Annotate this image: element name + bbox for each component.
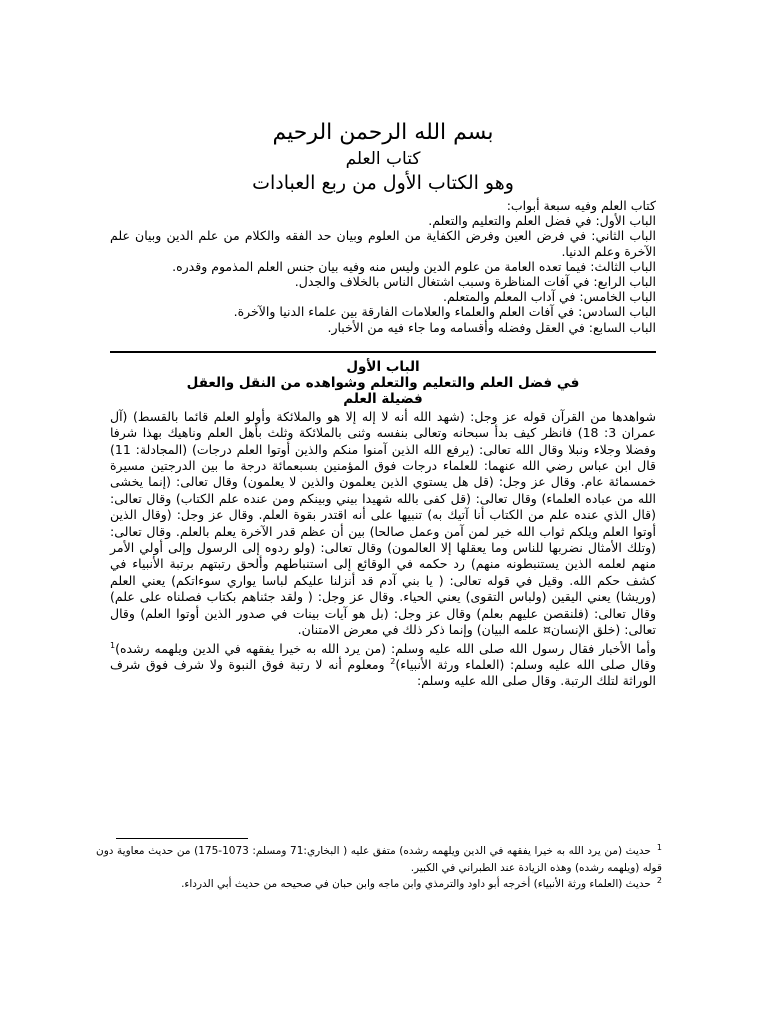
toc-item-chapter-4: الباب الرابع: في آفات المناظرة وسبب اشتغال الناس بالخلاف والجدل.	[294, 274, 656, 290]
footnote-separator	[116, 838, 248, 839]
toc-item-chapter-2: الباب الثاني: في فرض العين وفرض الكفاية من العلوم وبيان حد الفقه والكلام من علم الدين وبيان علم الآخرة وعلم الدنيا.	[110, 228, 656, 259]
section-divider	[110, 351, 656, 353]
chapter-title: الباب الأول	[346, 358, 420, 375]
toc-item-chapter-3: الباب الثالث: فيما تعده العامة من علوم الدين وليس منه وفيه بيان جنس العلم المذموم وقدره.	[172, 258, 656, 274]
body-text-segment: فانظر كيف بدأ سبحانه وتعالى بنفسه وثنى بالملائكة وثلث بأهل العلم وناهيك بهذا شرفا وفضلا وجلاء ونبلا وقال الله تعالى: (يرفع الله الذين آمنوا منكم والذين أوتوا العلم درجات)	[110, 425, 656, 457]
body-paragraph-hadith	[110, 641, 656, 690]
footnote-text: حديث (العلماء ورثة الأنبياء) أخرجه أبو داود والترمذي وابن ماجه وابن حبان في صحيحه من حديث أبي الدرداء.	[181, 878, 651, 890]
footnotes	[96, 843, 662, 893]
toc-intro: كتاب العلم وفيه سبعة أبواب:	[506, 198, 656, 213]
book-subtitle: وهو الكتاب الأول من ربع العبادات	[252, 172, 514, 194]
toc-item-chapter-7: الباب السابع: في العقل وفضله وأقسامه وما جاء فيه من الأخبار.	[327, 319, 656, 335]
body-paragraph-quran	[110, 409, 656, 639]
verse-reference: (المجادلة: 11)	[110, 441, 188, 457]
book-title: كتاب العلم	[345, 149, 421, 169]
footnote-number: 2	[656, 875, 662, 885]
body-text-segment: وأما الأخبار فقال رسول الله صلى الله عليه وسلم: (من يرد الله به خيرا يفقهه في الدين ويلهمه رشده)	[115, 640, 656, 656]
chapter-subtitle: في فضل العلم والتعليم والتعلم وشواهده من النقل والعقل	[186, 374, 580, 391]
document-page	[110, 118, 656, 690]
footnote-number: 1	[656, 842, 662, 852]
footnote-text: حديث (من يرد الله به خيرا يفقهه في الدين ويلهمه رشده) متفق عليه ( البخاري:71 ومسلم: 1073-175) من حديث معاوية دون قوله (ويلهمه رشده) وهذه الزيادة عند الطبراني في الكبير.	[96, 845, 662, 874]
toc-item-chapter-1: الباب الأول: في فضل العلم والتعليم والتعلم.	[428, 213, 656, 229]
body-text-segment: شواهدها من القرآن قوله عز وجل: (شهد الله أنه لا إله إلا هو والملائكة وأولو العلم قائما بالقسط)	[133, 408, 656, 424]
toc-item-chapter-6: الباب السادس: في آفات العلم والعلماء والعلامات الفارقة بين علماء الدنيا والآخرة.	[233, 304, 656, 320]
toc-item-chapter-5: الباب الخامس: في آداب المعلم والمتعلم.	[443, 289, 656, 305]
body-text-segment: ومعلوم أنه لا رتبة فوق النبوة ولا شرف فوق شرف الوراثة لتلك الرتبة. وقال صلى الله عليه وسلم:	[110, 656, 656, 689]
footnote-item	[96, 843, 662, 876]
table-of-contents	[110, 198, 656, 335]
footnote-marker[interactable]: 1	[110, 640, 116, 650]
footnote-item	[96, 876, 662, 893]
basmala-heading: بسم الله الرحمن الرحيم	[272, 120, 494, 145]
verse-reference: (آل عمران 3: 18)	[110, 408, 656, 441]
section-heading: فضيلة العلم	[343, 390, 423, 407]
body-text-segment: وقال صلى الله عليه وسلم: (العلماء ورثة الأنبياء)	[395, 656, 656, 672]
footnote-marker[interactable]: 2	[390, 656, 396, 666]
body-text-segment: قال ابن عباس رضي الله عنهما: للعلماء درجات فوق المؤمنين بسبعمائة درجة ما بين الدرجتين مسيرة خمسمائة عام. وقال عز وجل: (قل هل يستوي الذين يعلمون والذين لا يعلمون) وقال تعالى: (إنما يخشى الله من عباده العلماء) وقال تعالى: (قل كفى بالله شهيدا بيني وبينكم ومن عنده علم الكتاب) وقال تعالى: (قال الذي عنده علم من الكتاب أنا آتيك به) تنبيها على أنه اقتدر بقوة العلم. وقال عز وجل: (وقال الذين أوتوا العلم ويلكم ثواب الله خير لمن آمن وعمل صالحا) بين أن عظم قدر الآخرة يعلم بالعلم. وقال تعالى: (وتلك الأمثال نضربها للناس وما يعقلها إلا العالمون) وقال تعالى: (ولو ردوه إلى الرسول وإلى أولي الأمر منهم لعلمه الذين يستنبطونه منهم) رد حكمه في الوقائع إلى استنباطهم وألحق رتبتهم برتبة الأنبياء في كشف حكم الله. وقيل في قوله تعالى: ( يا بني آدم قد أنزلنا عليكم لباسا يواري سوءاتكم) يعني العلم (وريشا) يعني اليقين (ولباس التقوى) يعني الحياء. وقال عز وجل: ( ولقد جئناهم بكتاب فصلناه على علم) وقال تعالى: (فلنقصن عليهم بعلم) وقال عز وجل: (بل هو آيات بينات في صدور الذين أوتوا العلم) وقال تعالى: (خلق الإنسان¤ علمه البيان) وإنما ذكر ذلك في معرض الامتنان.	[110, 458, 656, 638]
